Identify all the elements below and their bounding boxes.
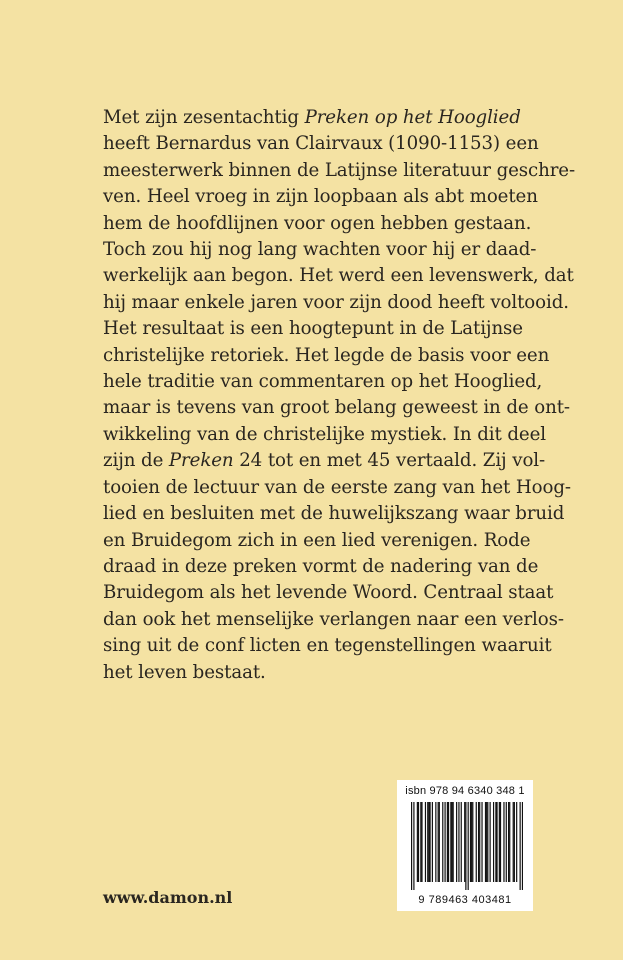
blurb-line	[103, 105, 533, 131]
blurb-text: hele traditie van commentaren op het Hooglied,	[103, 371, 543, 393]
barcode-bar	[503, 802, 504, 882]
blurb-text: het leven bestaat.	[103, 661, 266, 683]
barcode-bar	[458, 802, 459, 882]
barcode-icon	[411, 802, 523, 890]
barcode-bar	[506, 802, 507, 882]
barcode-bar	[427, 802, 428, 882]
blurb-line	[103, 290, 569, 316]
barcode-bar	[493, 802, 494, 882]
barcode-bar	[438, 802, 439, 882]
barcode-bar	[485, 802, 486, 882]
blurb-text: hij maar enkele jaren voor zijn dood heeft voltooid.	[103, 291, 569, 313]
barcode-bar	[429, 802, 430, 882]
barcode-bar	[417, 802, 418, 882]
barcode-bar	[450, 802, 451, 882]
blurb-line	[103, 554, 539, 580]
blurb-text: ven. Heel vroeg in zijn loopbaan als abt moeten	[103, 186, 538, 208]
barcode-bar	[514, 802, 515, 882]
blurb-line	[103, 422, 546, 448]
blurb-text: zijn de	[103, 450, 169, 472]
barcode-bar	[464, 802, 465, 882]
blurb-text: tooien de lectuur van de eerste zang van het Hoog-	[103, 476, 571, 498]
blurb-text: Bruidegom als het levende Woord. Centraal staat	[103, 582, 554, 604]
barcode-bar	[432, 802, 433, 882]
barcode-bar	[465, 802, 466, 890]
barcode-bar	[476, 802, 477, 882]
barcode-bar	[411, 802, 412, 890]
isbn-label: isbn 978 94 6340 348 1	[405, 785, 525, 797]
blurb-line	[103, 580, 554, 606]
barcode-bar	[509, 802, 510, 882]
barcode-bar	[499, 802, 500, 882]
blurb-line	[103, 501, 565, 527]
blurb-text: lied en besluiten met de huwelijkszang waar bruid	[103, 503, 565, 525]
publisher-website: www.damon.nl	[103, 888, 233, 907]
barcode-bar	[461, 802, 462, 882]
barcode-bar	[500, 802, 501, 882]
blurb-line	[103, 528, 533, 554]
barcode-bar	[425, 802, 426, 882]
blurb-text: Het resultaat is een hoogtepunt in de Latijnse	[103, 318, 523, 340]
barcode-bar	[447, 802, 448, 882]
blurb-line	[103, 131, 539, 157]
blurb-text: dan ook het menselijke verlangen naar een verlos-	[103, 608, 564, 630]
barcode-bar	[418, 802, 419, 882]
barcode-bar	[481, 802, 482, 882]
barcode-bar	[522, 802, 523, 890]
blurb-line	[103, 448, 546, 474]
barcode-bar	[448, 802, 449, 882]
barcode-bar	[471, 802, 472, 882]
blurb-line	[103, 343, 550, 369]
barcode-panel	[397, 780, 533, 911]
blurb-italic-text: Preken op het Hooglied	[304, 107, 521, 128]
blurb-line	[103, 158, 576, 184]
barcode-bar	[421, 802, 422, 882]
blurb-text: wikkeling van de christelijke mystiek. In dit deel	[103, 423, 546, 445]
barcode-bar	[520, 802, 521, 890]
blurb-text: 24 tot en met 45 vertaald. Zij vol-	[233, 450, 546, 472]
barcode-bar	[508, 802, 509, 882]
blurb-text: maar is tevens van groot belang geweest in de ont-	[103, 397, 570, 419]
blurb-text: heeft Bernardus van Clairvaux (1090-1153) een	[103, 133, 539, 155]
barcode-bar	[516, 802, 517, 882]
barcode-bar	[456, 802, 457, 882]
back-cover-blurb	[103, 105, 576, 686]
barcode-bar	[487, 802, 488, 882]
barcode-bar	[439, 802, 440, 882]
blurb-text: christelijke retoriek. Het legde de basis voor een	[103, 344, 550, 366]
barcode-bar	[513, 802, 514, 882]
blurb-line	[103, 633, 552, 659]
barcode-bar	[413, 802, 414, 890]
barcode-bar	[472, 802, 473, 882]
blurb-italic-text: Preken	[168, 450, 234, 472]
barcode-bar	[435, 802, 436, 882]
blurb-line	[103, 184, 538, 210]
barcode-bar	[420, 802, 421, 882]
blurb-line	[103, 316, 533, 342]
blurb-line	[103, 237, 537, 263]
blurb-line	[103, 263, 574, 289]
blurb-line	[103, 395, 570, 421]
blurb-line	[103, 211, 533, 237]
blurb-text: hem de hoofdlijnen voor ogen hebben gestaan.	[103, 212, 532, 234]
barcode-bar	[490, 802, 491, 882]
isbn-digits: 9 789463 403481	[418, 894, 512, 906]
blurb-text: draad in deze preken vormt de nadering van de	[103, 555, 539, 577]
barcode-bar	[444, 802, 445, 882]
blurb-text: Toch zou hij nog lang wachten voor hij er daad-	[103, 239, 537, 261]
blurb-text: sing uit de conf licten en tegenstellingen waaruit	[103, 635, 552, 657]
barcode-bar	[442, 802, 443, 882]
barcode-bar	[453, 802, 454, 882]
barcode-bar	[495, 802, 496, 882]
blurb-line	[103, 660, 533, 686]
blurb-line	[103, 607, 564, 633]
blurb-line	[103, 369, 543, 395]
blurb-line	[103, 475, 571, 501]
blurb-text: werkelijk aan begon. Het werd een levenswerk, dat	[103, 265, 574, 287]
barcode-bar	[468, 802, 469, 890]
barcode-bar	[428, 802, 429, 882]
barcode-bar	[486, 802, 487, 882]
blurb-text: meesterwerk binnen de Latijnse literatuur geschre-	[103, 159, 576, 181]
barcode-bar	[496, 802, 497, 882]
barcode-bar	[479, 802, 480, 882]
blurb-text: Met zijn zesentachtig	[103, 107, 305, 128]
blurb-text: en Bruidegom zich in een lied verenigen. Rode	[103, 529, 531, 551]
barcode-bar	[478, 802, 479, 882]
barcode-bar	[451, 802, 452, 882]
barcode-bar	[470, 802, 471, 882]
